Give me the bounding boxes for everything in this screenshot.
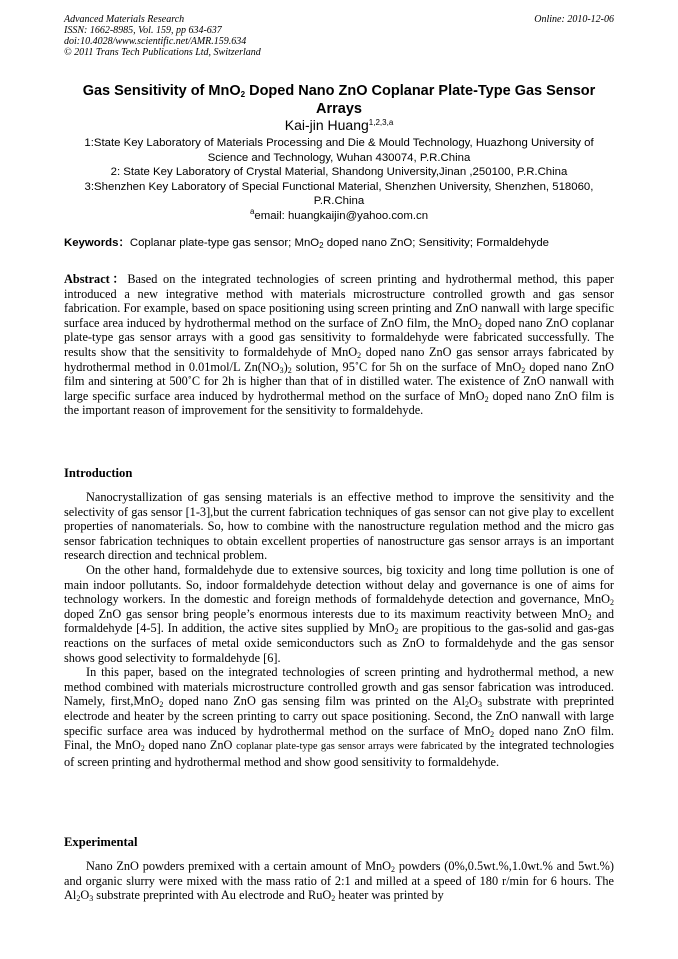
intro-paragraph-3: In this paper, based on the integrated technologies of screen printing and hydrothermal method, a new method combined with materials microstructure controlled growth and gas sensor fabrication was introduced. Namely, first,MnO$_2$ doped nano ZnO gas sensing film was printed on the $Al_2O_3$ substrate with preprinted electrode and heater by the screen printing to carry out space positioning. Second, the ZnO nanwall with large specific surface area was induced by hydrothermal method on the surface of MnO$_2$ doped nano ZnO film. Final, the MnO$_2$ doped nano ZnO coplanar plate-type gas sensor arrays were fabricated by the integrated technologies of screen printing and hydrothermal method and show good sensitivity to formaldehyde. <box>64 665 615 769</box>
author-name: Kai-jin Huang <box>284 117 369 133</box>
paper-title: Gas Sensitivity of MnO$_2$ Doped Nano ZnO Coplanar Plate-Type Gas Sensor Arrays <box>82 83 596 117</box>
journal-name: Advanced Materials Research <box>64 14 185 25</box>
experimental-body <box>64 859 614 903</box>
copyright-line: © 2011 Trans Tech Publications Ltd, Switzerland <box>64 47 261 58</box>
affiliation-3: 3:Shenzhen Key Laboratory of Special Functional Material, Shenzhen University, Shenzhen, 518060, P.R.China <box>84 180 594 208</box>
affiliation-1: 1:State Key Laboratory of Materials Processing and Die & Mould Technology, Huazhong University of Science and Technology, Wuhan 430074, P.R.China <box>84 137 594 164</box>
intro-paragraph-1: Nanocrystallization of gas sensing materials is an effective method to improve the sensitivity and the selectivity of gas sensor [1-3],but the current fabrication techniques of gas sensor can not give play to excellent properties of nanomaterials. So, how to combine with the nanostructure regulation method and the micro gas sensor fabrication techniques to obtain excellent properties of nanostructure gas sensor arrays is an important research direction and technical problem. <box>64 490 614 563</box>
introduction-body <box>64 490 614 769</box>
abstract: Abstract：Based on the integrated technologies of screen printing and hydrothermal method, this paper introduced a new integrative method with materials microstructure controlled growth and gas sensor fabrication. For example, based on space positioning using screen printing and ZnO nanwall with large specific surface area induced by hydrothermal method on the surface of ZnO film, the MnO$_2$ doped nano ZnO coplanar plate-type gas sensor arrays with a good gas sensitivity to formaldehyde were fabricated successfully. The results show that the sensitivity to formaldehyde of MnO$_2$ doped nano ZnO gas sensor arrays fabricated by hydrothermal method in 0.01mol/L $Zn(NO_3)_2$ solution, 95˚C for 5h on the surface of MnO$_2$ doped nano ZnO film and sintering at 500˚C for 2h is higher than that of in distilled water. The existence of ZnO nanwall with large specific surface area induced by hydrothermal method on the surface of MnO$_2$ doped nano ZnO film is the important reason of improvement for the sensitivity to formaldehyde. <box>64 272 615 418</box>
author-line <box>64 117 614 133</box>
abstract-label: Abstract： <box>64 272 128 286</box>
online-date: Online: 2010-12-06 <box>534 14 614 25</box>
keywords: Keywords：Coplanar plate-type gas sensor; MnO$_2$ doped nano ZnO; Sensitivity; Formaldehyde <box>64 237 550 250</box>
experimental-paragraph-1: Nano ZnO powders premixed with a certain amount of MnO$_2$ powders (0%,0.5wt.%,1.0wt.% and 5wt.%) and organic slurry were mixed with the mass ratio of 2:1 and milled at a speed of 180 r/min for 6 hours. The $Al_2O_3$ substrate preprinted with Au electrode and RuO$_2$ heater was printed by <box>64 859 614 904</box>
introduction-heading: Introduction <box>64 466 133 480</box>
author-email: $^a$email: huangkaijin@yahoo.com.cn <box>249 206 429 222</box>
intro-paragraph-2: On the other hand, formaldehyde due to extensive sources, big toxicity and long time pollution is one of main indoor pollutants. So, indoor formaldehyde detection without delay and governance is one of aims for technology workers. In the domestic and foreign methods of formaldehyde detection and governance, MnO$_2$ doped ZnO gas sensor bring people’s enormous interests due to its maximum reactivity between MnO$_2$ and formaldehyde [4-5]. In addition, the active sites supplied by MnO$_2$ are propitious to the gas-solid and gas-gas reactions on the surfaces of metal oxide semiconductors such as ZnO to formaldehyde and the gas sensor shows good selectivity to formaldehyde [6]. <box>64 562 614 665</box>
journal-header <box>64 14 614 58</box>
author-marks: 1,2,3,a <box>368 118 394 127</box>
experimental-heading: Experimental <box>64 835 138 849</box>
issn-line: ISSN: 1662-8985, Vol. 159, pp 634-637 <box>64 25 222 36</box>
keywords-label: Keywords： <box>64 237 130 249</box>
affiliation-2: 2: State Key Laboratory of Crystal Material, Shandong University,Jinan ,250100, P.R.China <box>110 166 568 179</box>
affiliations <box>64 136 614 224</box>
doi-line: doi:10.4028/www.scientific.net/AMR.159.634 <box>64 36 247 47</box>
